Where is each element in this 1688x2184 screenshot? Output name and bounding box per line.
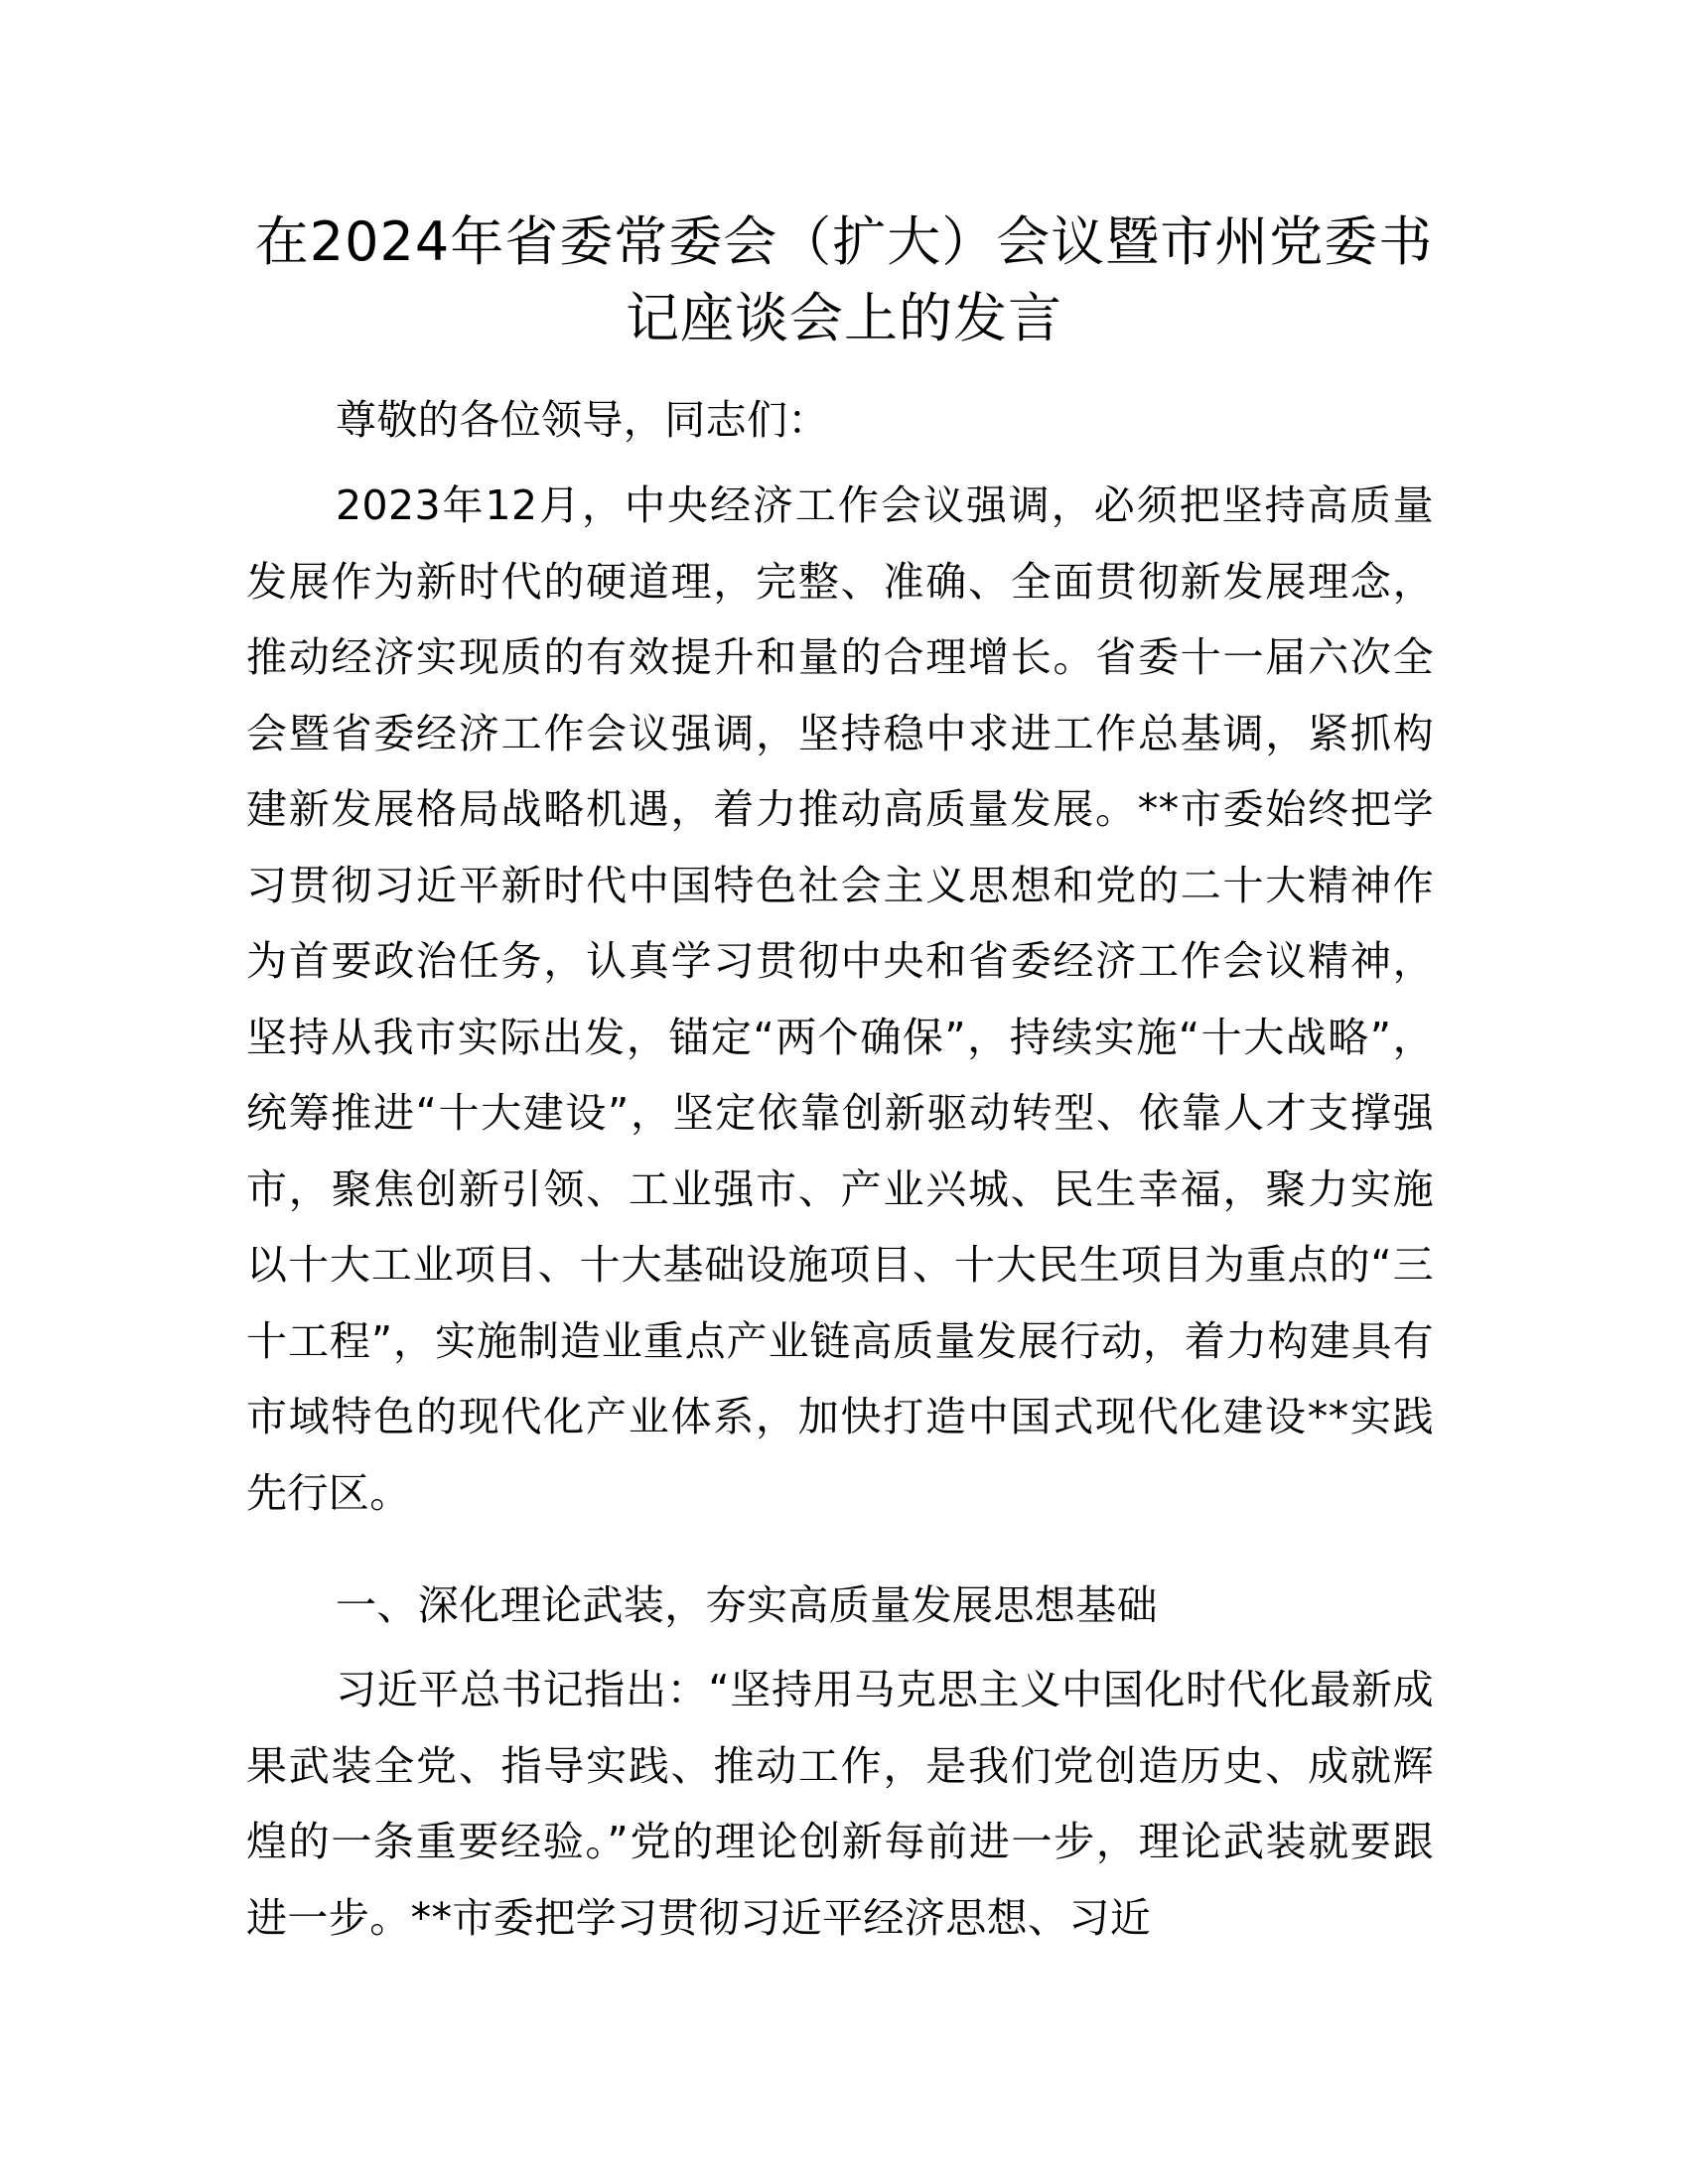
paragraph-2: 习近平总书记指出：“坚持用马克思主义中国化时代化最新成果武装全党、指导实践、推动工作，是我们党创造历史、成就辉煌的一条重要经验。”党的理论创新每前进一步，理论武装就要跟进一步。**市委把学习贯彻习近平经济思想、习近 — [246, 1666, 1434, 1942]
salutation: 尊敬的各位领导，同志们： — [336, 396, 829, 444]
paragraph-1: 2023年12月，中央经济工作会议强调，必须把坚持高质量发展作为新时代的硬道理，完整、准确、全面贯彻新发展理念，推动经济实现质的有效提升和量的合理增长。省委十一届六次全会暨省委经济工作会议强调，坚持稳中求进工作总基调，紧抓构建新发展格局战略机遇，着力推动高质量发展。**市委始终把学习贯彻习近平新时代中国特色社会主义思想和党的二十大精神作为首要政治任务，认真学习贯彻中央和省委经济工作会议精神，坚持从我市实际出发，锚定“两个确保”，持续实施“十大战略”，统筹推进“十大建设”，坚定依靠创新驱动转型、依靠人才支撑强市，聚焦创新引领、工业强市、产业兴城、民生幸福，聚力实施以十大工业项目、十大基础设施项目、十大民生项目为重点的“三十工程”，实施制造业重点产业链高质量发展行动，着力构建具有市域特色的现代化产业体系，加快打造中国式现代化建设**实践先行区。 — [246, 481, 1434, 1517]
document-title: 在2024年省委常委会（扩大）会议暨市州党委书记座谈会上的发言 — [254, 210, 1434, 349]
section-heading-1: 一、深化理论武装，夯实高质量发展思想基础 — [336, 1581, 1158, 1629]
